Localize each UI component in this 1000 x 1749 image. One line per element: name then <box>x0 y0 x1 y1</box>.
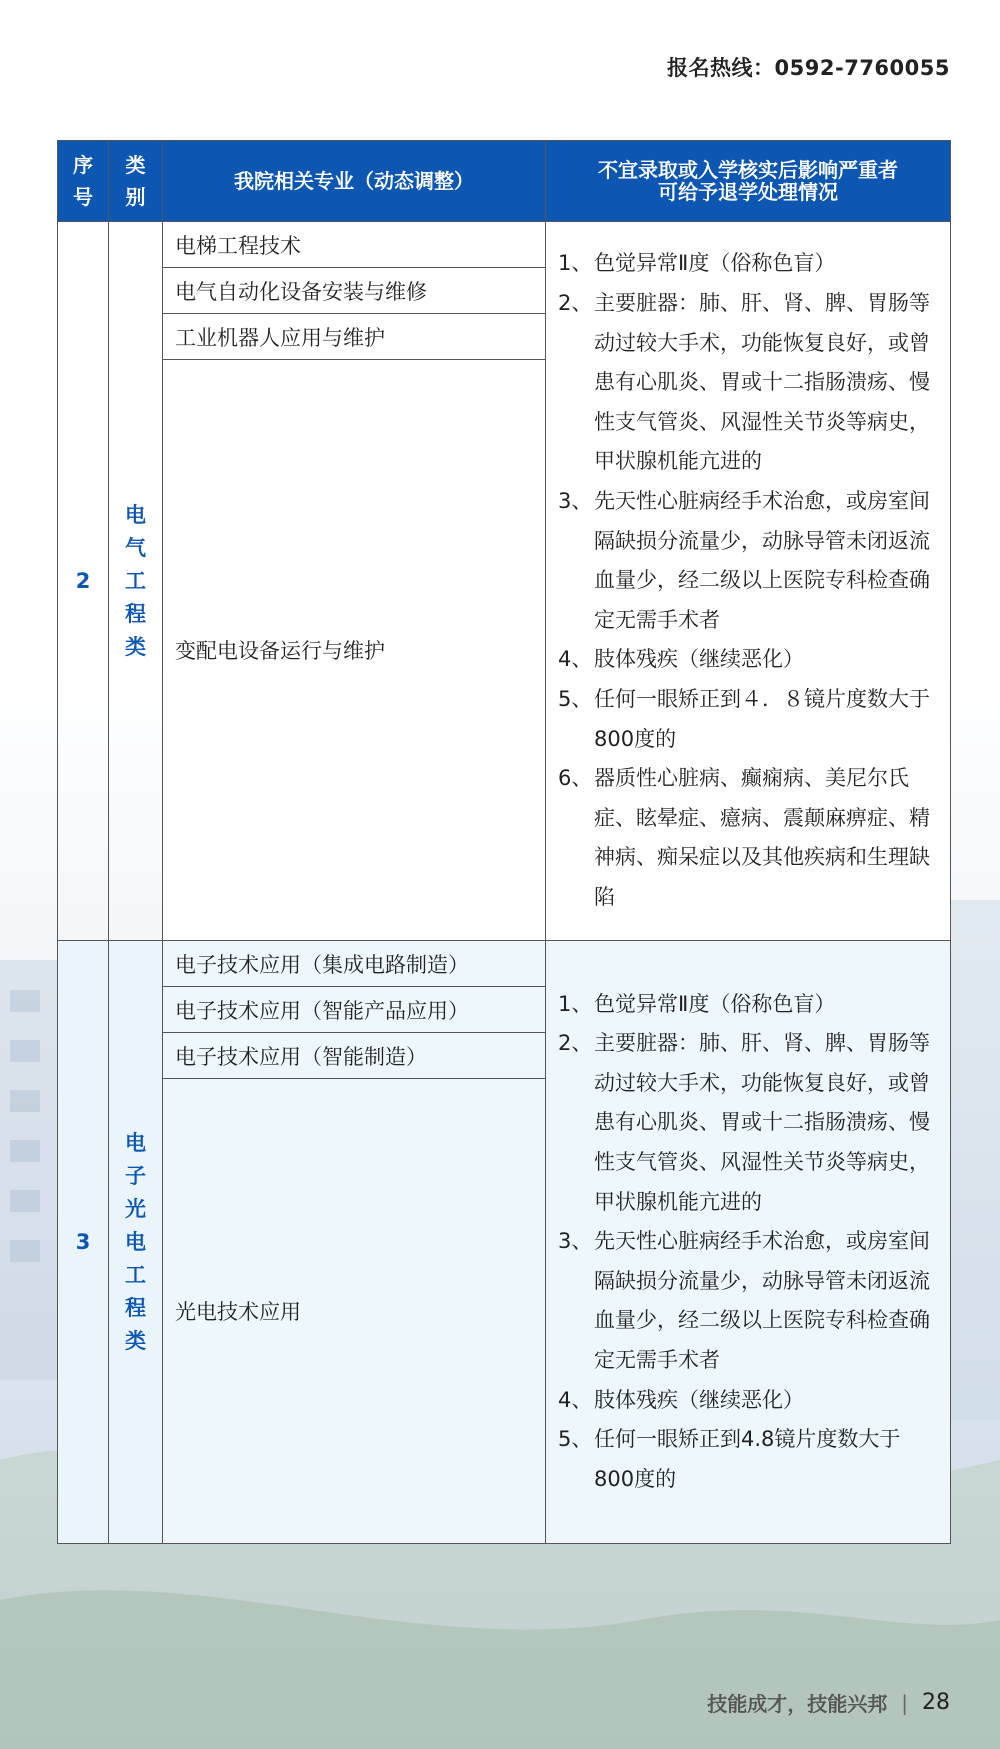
group-electronic-optoelectronic <box>58 941 951 1544</box>
condition-item: 3、 先天性心脏病经手术治愈，或房室间隔缺损分流量少，动脉导管未闭返流血量少，经二级以上医院专科检查确定无需手术者 <box>558 489 930 632</box>
major-cell: 电气自动化设备安装与维修 <box>163 268 546 314</box>
seq-cell: 2 <box>58 222 109 941</box>
table-row <box>58 222 951 268</box>
condition-item: 4、 肢体残疾（继续恶化） <box>558 647 804 672</box>
admission-health-table <box>57 140 951 1544</box>
condition-item: 6、 器质性心脏病、癫痫病、美尼尔氏症、眩晕症、癔病、震颠麻痹症、精神病、痴呆症以及其他疾病和生理缺陷 <box>558 766 930 909</box>
enrollment-hotline: 报名热线：0592-7760055 <box>667 56 950 80</box>
header-conditions: 不宜录取或入学核实后影响严重者 可给予退学处理情况 <box>546 141 951 222</box>
condition-item: 5、 任何一眼矫正到４．８镜片度数大于800度的 <box>558 686 930 751</box>
table-header-row <box>58 141 951 222</box>
header-majors: 我院相关专业（动态调整） <box>163 141 546 222</box>
condition-item: 1、 色觉异常Ⅱ度（俗称色盲） <box>558 991 836 1016</box>
major-cell: 工业机器人应用与维护 <box>163 314 546 360</box>
category-cell: 电子光电工程类 <box>109 941 163 1544</box>
header-category: 类别 <box>109 141 163 222</box>
major-cell: 电子技术应用（集成电路制造） <box>163 941 546 987</box>
major-cell: 电梯工程技术 <box>163 222 546 268</box>
footer-separator: | <box>901 1690 908 1715</box>
conditions-cell <box>546 222 951 941</box>
condition-item: 1、 色觉异常Ⅱ度（俗称色盲） <box>558 251 836 276</box>
major-cell: 电子技术应用（智能制造） <box>163 1033 546 1079</box>
table-row <box>58 941 951 987</box>
page-footer <box>707 1688 950 1717</box>
condition-item: 5、 任何一眼矫正到4.8镜片度数大于800度的 <box>558 1427 901 1491</box>
header-seq: 序号 <box>58 141 109 222</box>
category-cell: 电气工程类 <box>109 222 163 941</box>
conditions-cell <box>546 941 951 1544</box>
group-electrical <box>58 222 951 941</box>
major-cell: 光电技术应用 <box>163 1079 546 1544</box>
condition-item: 4、 肢体残疾（继续恶化） <box>558 1387 804 1412</box>
condition-item: 2、 主要脏器：肺、肝、肾、脾、胃肠等动过较大手术，功能恢复良好，或曾患有心肌炎、胃或十二指肠溃疡、慢性支气管炎、风湿性关节炎等病史，甲状腺机能亢进的 <box>558 291 930 474</box>
seq-cell: 3 <box>58 941 109 1544</box>
condition-item: 2、 主要脏器：肺、肝、肾、脾、胃肠等动过较大手术，功能恢复良好，或曾患有心肌炎、胃或十二指肠溃疡、慢性支气管炎、风湿性关节炎等病史，甲状腺机能亢进的 <box>558 1031 930 1214</box>
footer-slogan: 技能成才，技能兴邦 <box>707 1692 888 1716</box>
page-number: 28 <box>922 1690 950 1715</box>
major-cell: 电子技术应用（智能产品应用） <box>163 987 546 1033</box>
major-cell: 变配电设备运行与维护 <box>163 360 546 941</box>
condition-item: 3、 先天性心脏病经手术治愈，或房室间隔缺损分流量少，动脉导管未闭返流血量少，经二级以上医院专科检查确定无需手术者 <box>558 1229 930 1372</box>
